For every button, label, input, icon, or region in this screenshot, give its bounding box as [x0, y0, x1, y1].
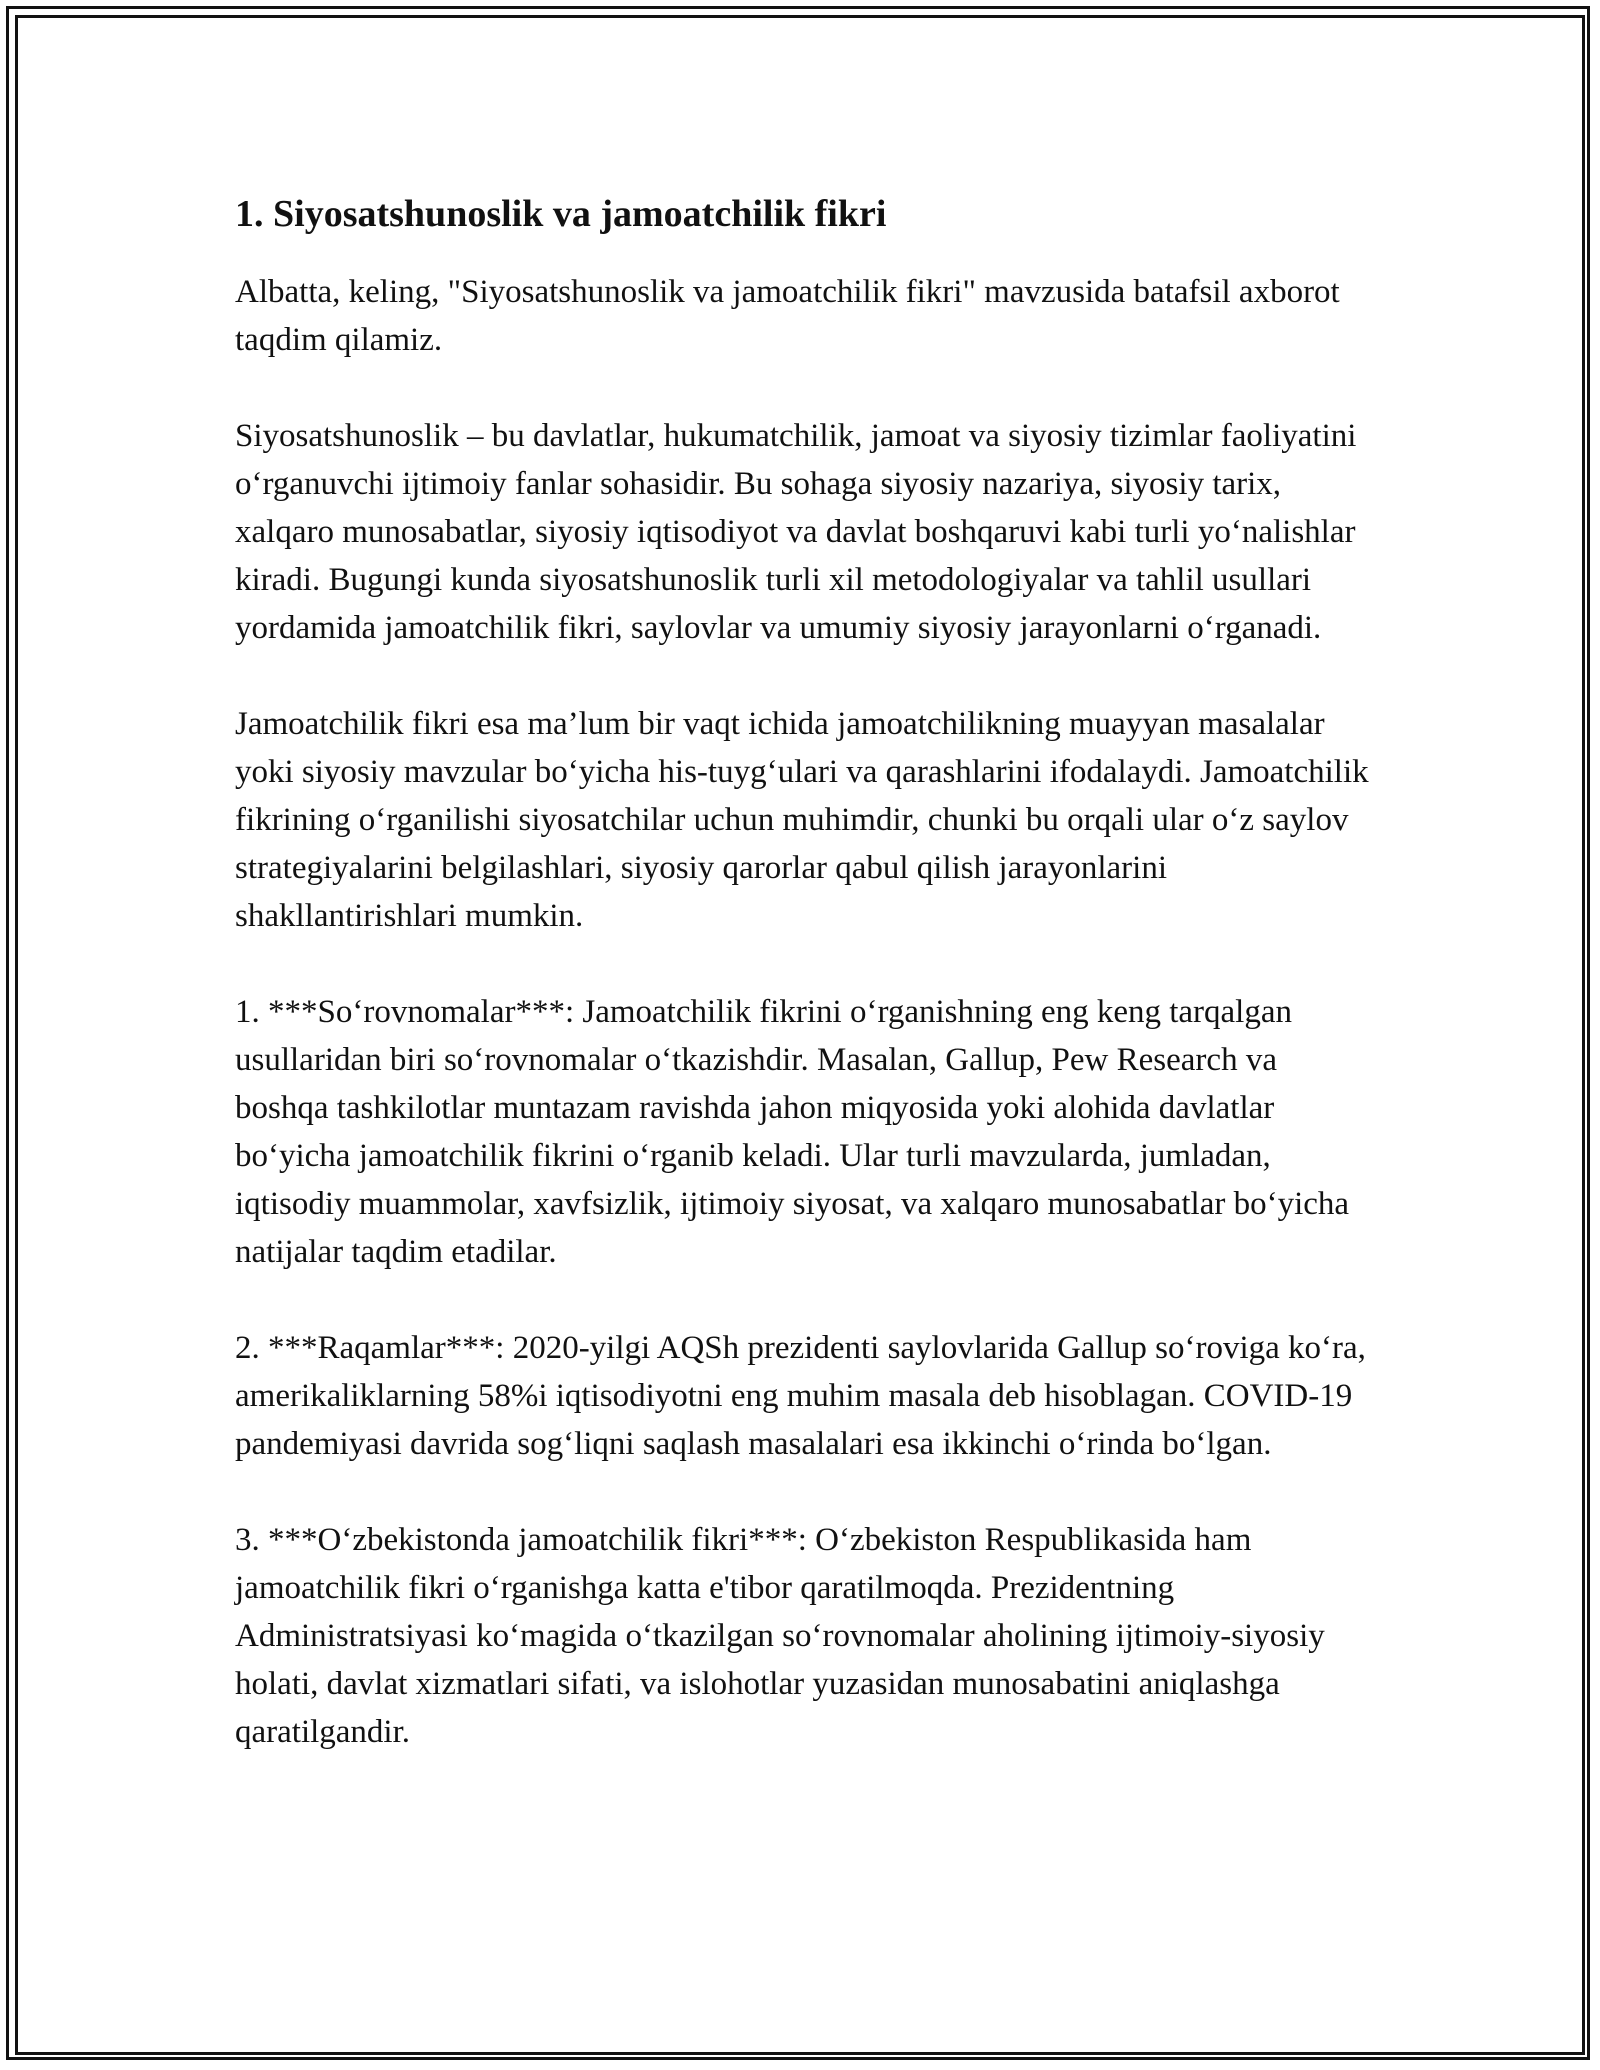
paragraph-numbers: 2. ***Raqamlar***: 2020-yilgi AQSh prezidenti saylovlarida Gallup so‘roviga ko‘ra, amerikaliklarning 58%i iqtisodiyotni eng muhim masala deb hisoblagan. COVID-19 pandemiyasi davrida sog‘liqni saqlash masalalari esa ikkinchi o‘rinda bo‘lgan.: [235, 1330, 1366, 1462]
paragraph-surveys: 1. ***So‘rovnomalar***: Jamoatchilik fikrini o‘rganishning eng keng tarqalgan usullaridan biri so‘rovnomalar o‘tkazishdir. Masalan, Gallup, Pew Research va boshqa tashkilotlar muntazam ravishda jahon miqyosida yoki alohida davlatlar bo‘yicha jamoatchilik fikrini o‘rganib keladi. Ular turli mavzularda, jumladan, iqtisodiy muammolar, xavfsizlik, ijtimoiy siyosat, va xalqaro munosabatlar bo‘yicha natijalar taqdim etadilar.: [235, 994, 1350, 1270]
paragraph-political-science: Siyosatshunoslik – bu davlatlar, hukumatchilik, jamoat va siyosiy tizimlar faoliyatini o‘rganuvchi ijtimoiy fanlar sohasidir. Bu sohaga siyosiy nazariya, siyosiy tarix, xalqaro munosabatlar, siyosiy iqtisodiyot va davlat boshqaruvi kabi turli yo‘nalishlar kiradi. Bugungi kunda siyosatshunoslik turli xil metodologiyalar va tahlil usullari yordamida jamoatchilik fikri, saylovlar va umumiy siyosiy jarayonlarni o‘rganadi.: [235, 418, 1357, 646]
paragraph-public-opinion: Jamoatchilik fikri esa ma’lum bir vaqt ichida jamoatchilikning muayyan masalalar yoki siyosiy mavzular bo‘yicha his-tuyg‘ulari va qarashlarini ifodalaydi. Jamoatchilik fikrining o‘rganilishi siyosatchilar uchun muhimdir, chunki bu orqali ular o‘z saylov strategiyalarini belgilashlari, siyosiy qarorlar qabul qilish jarayonlarini shakllantirishlari mumkin.: [235, 706, 1369, 934]
paragraph-uzbekistan: 3. ***O‘zbekistonda jamoatchilik fikri***: O‘zbekiston Respublikasida ham jamoatchilik fikri o‘rganishga katta e'tibor qaratilmoqda. Prezidentning Administratsiyasi ko‘magida o‘tkazilgan so‘rovnomalar aholining ijtimoiy-siyosiy holati, davlat xizmatlari sifati, va islohotlar yuzasidan munosabatini aniqlashga qaratilgandir.: [235, 1522, 1325, 1750]
paragraph-intro: Albatta, keling, "Siyosatshunoslik va jamoatchilik fikri" mavzusida batafsil axborot taqdim qilamiz.: [235, 274, 1340, 358]
document-title: 1. Siyosatshunoslik va jamoatchilik fikri: [235, 193, 887, 235]
document-body: [235, 190, 1375, 1804]
